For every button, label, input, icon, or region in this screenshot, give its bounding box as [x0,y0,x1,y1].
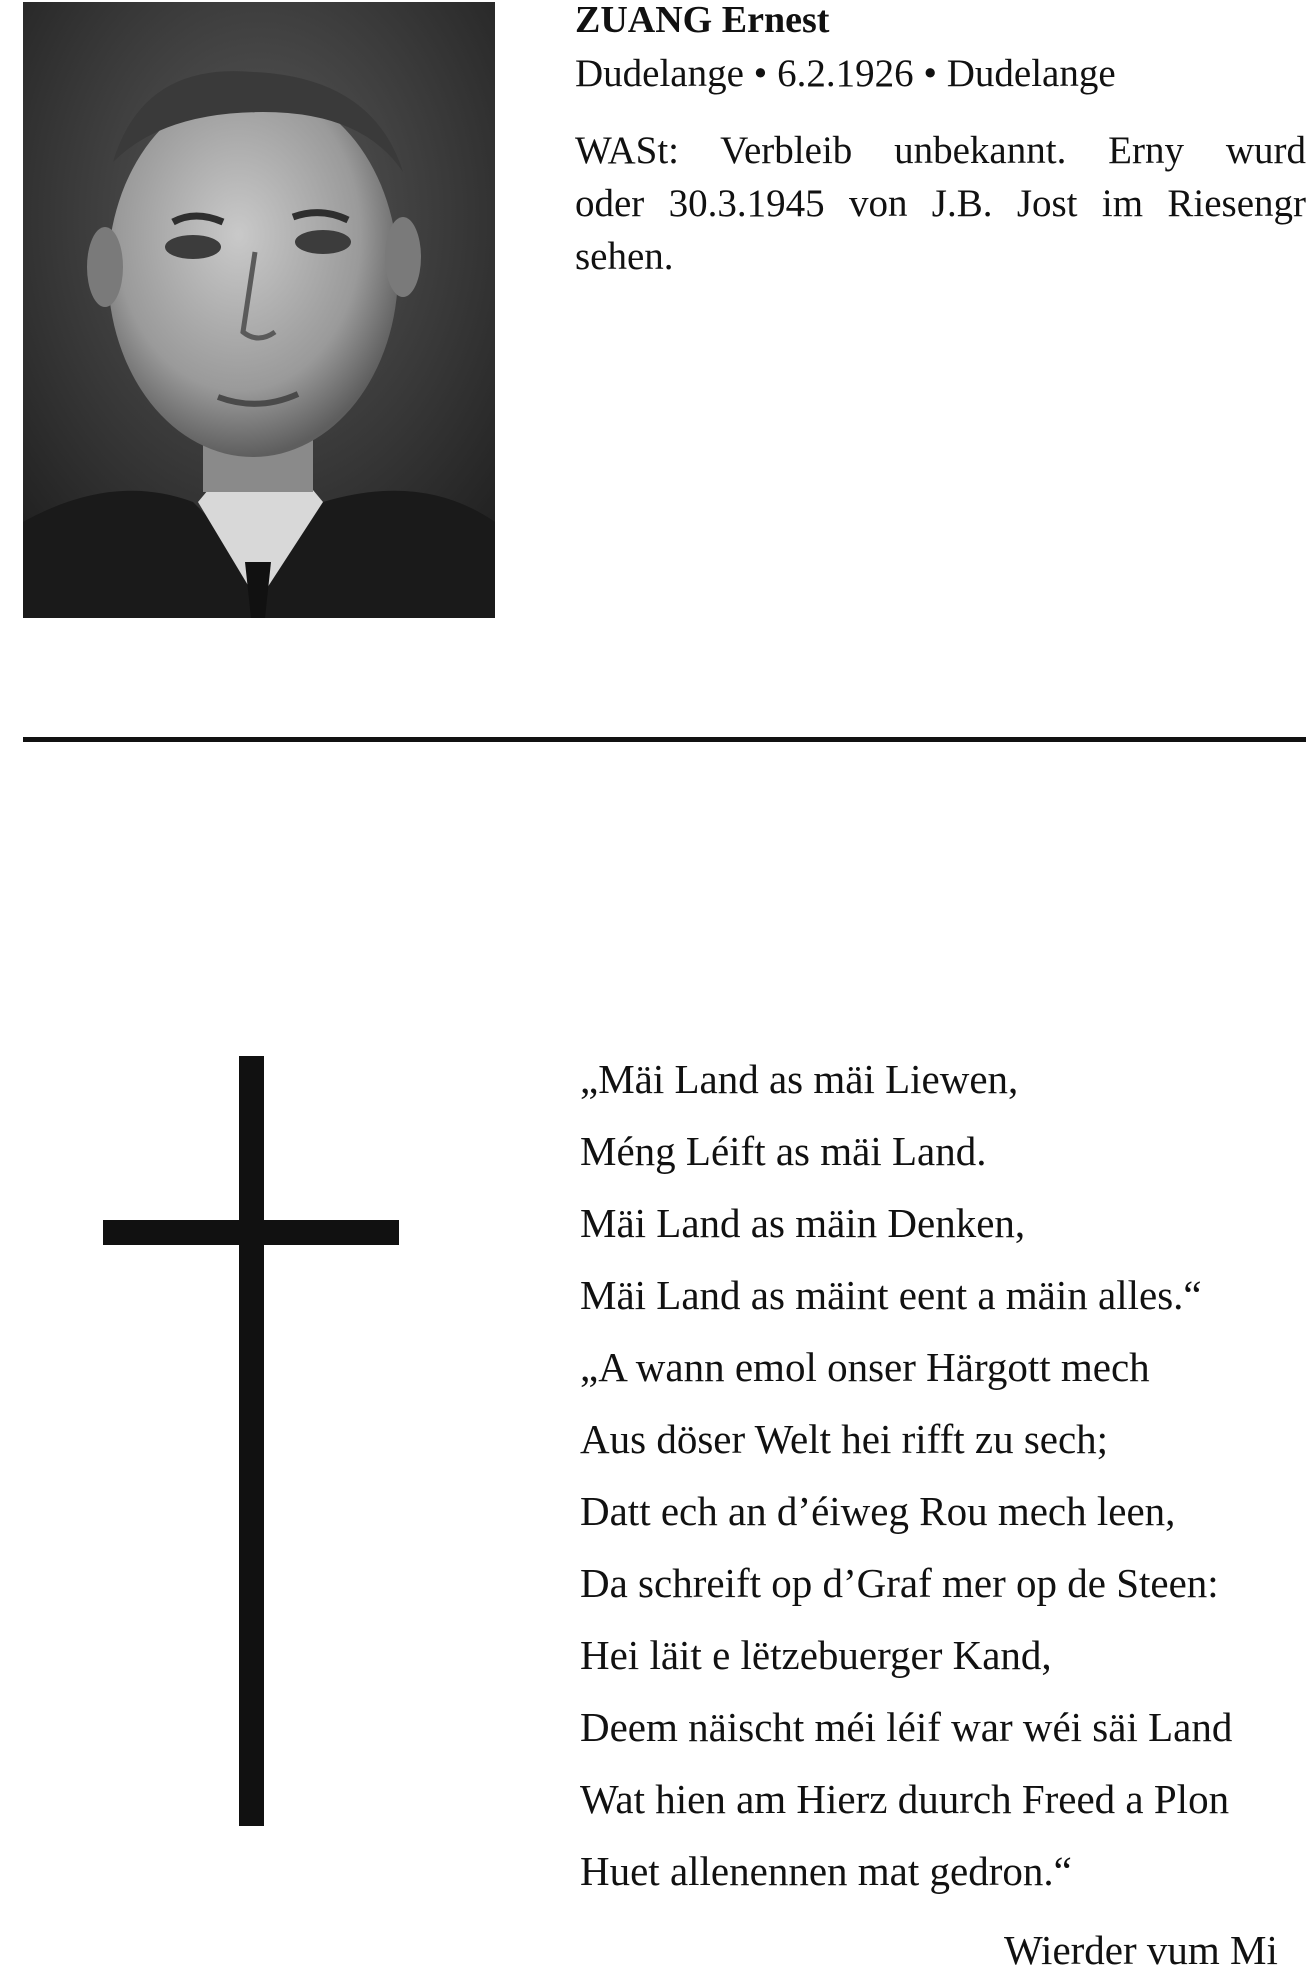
poem-line: Aus döser Welt hei rifft zu sech; [580,1416,1109,1462]
note-line: WASt: Verbleib unbekannt. Erny wurd [575,129,1306,172]
poem-line: „A wann emol onser Härgott mech [580,1344,1150,1390]
cross-icon-horizontal-beam [103,1220,399,1245]
poem-line: Mäi Land as mäin Denken, [580,1200,1026,1246]
poem-line: Deem näischt méi léif war wéi säi Land [580,1704,1233,1750]
poem-line: Hei läit e lëtzebuerger Kand, [580,1632,1052,1678]
note-line: sehen. [575,235,674,278]
cross-icon-vertical-beam [239,1056,264,1826]
poem-line: Datt ech an d’éiweg Rou mech leen, [580,1488,1176,1534]
note-line: oder 30.3.1945 von J.B. Jost im Riesengr [575,182,1306,225]
poem-line: Mäi Land as mäint eent a mäin alles.“ [580,1272,1202,1318]
person-name: ZUANG Ernest [575,0,830,41]
poem-line: Huet allenennen mat gedron.“ [580,1848,1072,1894]
birth-info: Dudelange • 6.2.1926 • Dudelange [575,52,1116,95]
horizontal-divider [23,737,1306,742]
poem-attribution: Wierder vum Mi [1004,1927,1278,1973]
portrait-photo [23,2,495,618]
poem-line: Wat hien am Hierz duurch Freed a Plon [580,1776,1230,1822]
biographical-note [575,124,1306,284]
portrait-illustration [23,2,495,618]
poem [580,1043,1306,1907]
poem-line: „Mäi Land as mäi Liewen, [580,1056,1019,1102]
poem-line: Da schreift op d’Graf mer op de Steen: [580,1560,1219,1606]
poem-line: Méng Léift as mäi Land. [580,1128,987,1174]
